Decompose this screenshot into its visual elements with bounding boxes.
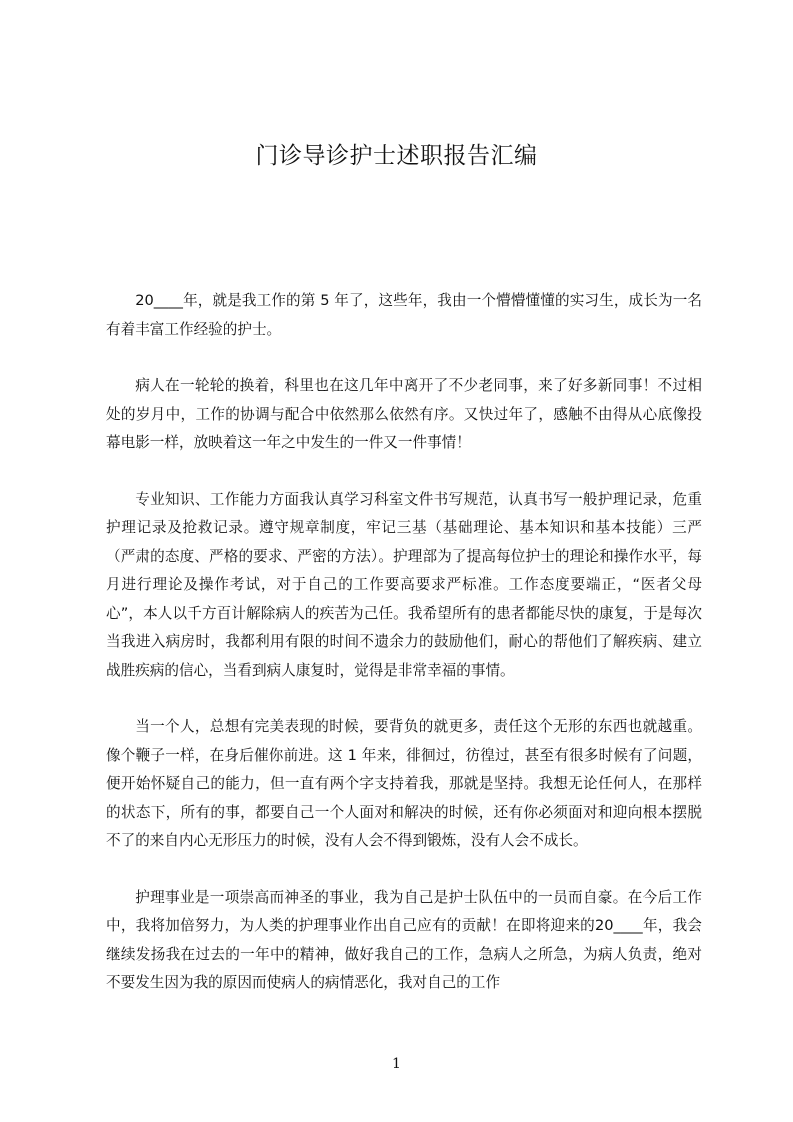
paragraph: 护理事业是一项崇高而神圣的事业，我为自己是护士队伍中的一员而自豪。在今后工作中，我将加倍努力，为人类的护理事业作出自己应有的贡献！在即将迎来的20____年，我会继续发扬我在过去的一年中的精神，做好我自己的工作，急病人之所急，为病人负责，绝对不要发生因为我的原因而使病人的病情恶化，我对自己的工作 (106, 888, 702, 991)
paragraph: 当一个人，总想有完美表现的时候，要背负的就更多，责任这个无形的东西也就越重。像个鞭子一样，在身后催你前进。这 1 年来，徘徊过，彷徨过，甚至有很多时候有了问题，便开始怀疑自己的能力，但一直有两个字支持着我，那就是坚持。我想无论任何人，在那样的状态下，所有的事，都要自己一个人面对和解决的时候，还有你必须面对和迎向根本摆脱不了的来自内心无形压力的时候，没有人会不得到锻炼，没有人会不成长。 (106, 718, 702, 849)
paragraph: 专业知识、工作能力方面我认真学习科室文件书写规范，认真书写一般护理记录，危重护理记录及抢救记录。遵守规章制度，牢记三基（基础理论、基本知识和基本技能）三严（严肃的态度、严格的要求、严密的方法）。护理部为了提高每位护士的理论和操作水平，每月进行理论及操作考试，对于自己的工作要高要求严标准。工作态度要端正，“医者父母心”，本人以千方百计解除病人的疾苦为己任。我希望所有的患者都能尽快的康复，于是每次当我进入病房时，我都利用有限的时间不遗余力的鼓励他们，耐心的帮他们了解疾病、建立战胜疾病的信心，当看到病人康复时，觉得是非常幸福的事情。 (106, 490, 702, 679)
paragraph: 病人在一轮轮的换着，科里也在这几年中离开了不少老同事，来了好多新同事！不过相处的岁月中，工作的协调与配合中依然那么依然有序。又快过年了，感触不由得从心底像投幕电影一样，放映着这一年之中发生的一件又一件事情！ (106, 377, 702, 451)
document-title: 门诊导诊护士述职报告汇编 (255, 143, 538, 169)
page-number: 1 (392, 1056, 401, 1072)
document-body (106, 287, 702, 1026)
paragraph: 20____年，就是我工作的第 5 年了，这些年，我由一个懵懵懂懂的实习生，成长为一名有着丰富工作经验的护士。 (106, 292, 702, 338)
